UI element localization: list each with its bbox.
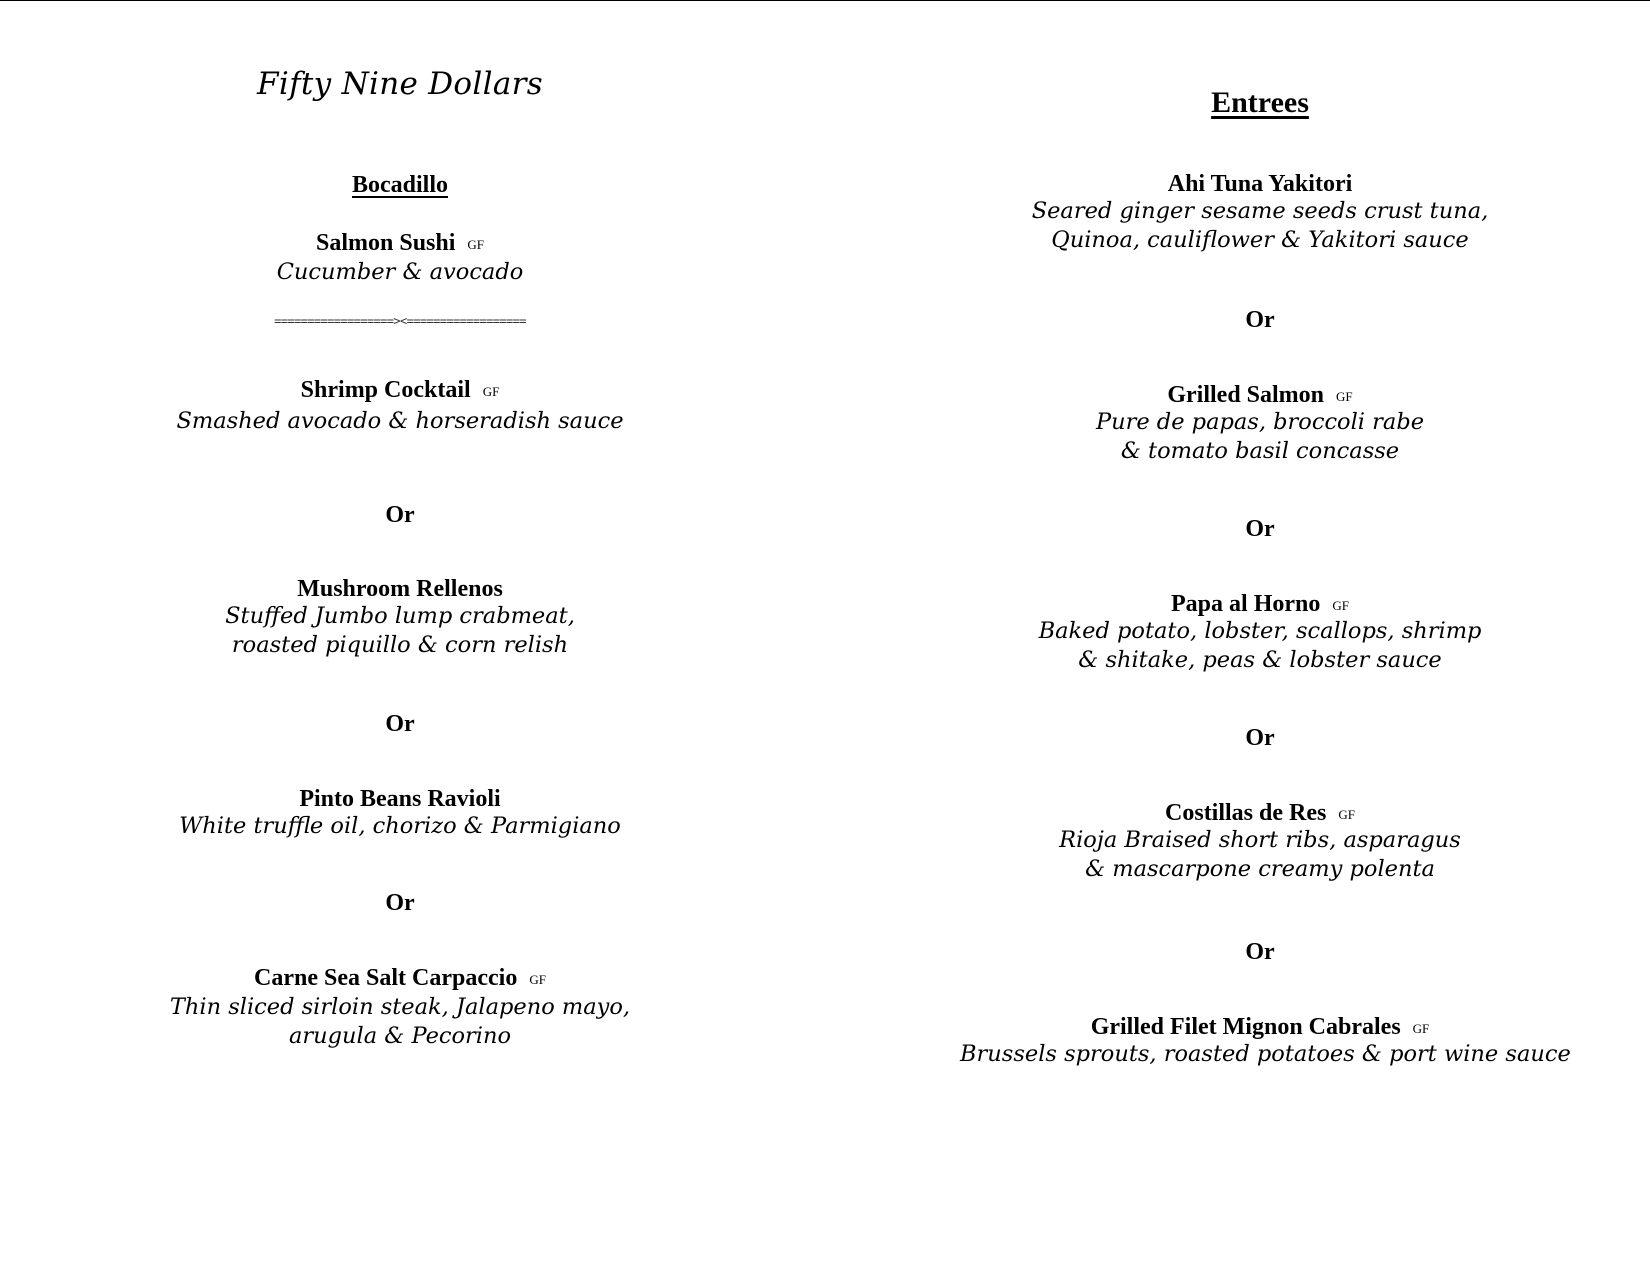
or-separator: Or (385, 890, 415, 916)
dish-description-line: & tomato basil concasse (1120, 438, 1400, 464)
dish-name-text: Salmon Sushi (315, 230, 456, 256)
dish-name (960, 800, 1560, 827)
dish-description-line: Stuffed Jumbo lump crabmeat, (225, 603, 575, 629)
or-separator: Or (385, 502, 415, 528)
dish-description-line: Brussels sprouts, roasted potatoes & port wine sauce (960, 1041, 1571, 1067)
dish-description: Cucumber & avocado (276, 259, 524, 285)
or-separator: Or (1245, 939, 1275, 965)
right-menu-column (960, 0, 1571, 1275)
menu-item (120, 965, 680, 1052)
dish-description-line: Quinoa, cauliflower & Yakitori sauce (1051, 227, 1469, 253)
dish-description-line: Thin sliced sirloin steak, Jalapeno mayo, (169, 994, 631, 1020)
gluten-free-badge: GF (1338, 807, 1355, 822)
menu-item (960, 1014, 1571, 1070)
dish-name (120, 230, 680, 257)
section-title-bocadillo: Bocadillo (351, 172, 448, 198)
dish-name (960, 382, 1560, 409)
gluten-free-badge: GF (1412, 1021, 1430, 1036)
dish-name-text: Shrimp Cocktail (300, 377, 471, 403)
dish-name-text: Mushroom Rellenos (297, 576, 503, 602)
dish-name (120, 576, 680, 603)
menu-item (960, 171, 1560, 256)
dish-name (120, 965, 680, 992)
starter-item (120, 230, 680, 288)
dish-description-line: arugula & Pecorino (288, 1023, 512, 1049)
dish-name (120, 786, 680, 813)
dish-description-line: White truffle oil, chorizo & Parmigiano (179, 813, 621, 839)
dish-description-line: Seared ginger sesame seeds crust tuna, (1031, 198, 1489, 224)
menu-item (120, 576, 680, 661)
section-title-entrees: Entrees (1211, 86, 1309, 119)
menu-item (120, 377, 680, 437)
gluten-free-badge: GF (1336, 389, 1353, 404)
menu-item (960, 382, 1560, 467)
dish-name (120, 377, 680, 404)
gluten-free-badge: GF (467, 237, 485, 252)
dish-name (960, 171, 1560, 198)
menu-item (120, 786, 680, 842)
dish-name-text: Costillas de Res (1165, 800, 1327, 826)
gluten-free-badge: GF (482, 384, 500, 399)
dish-description-line: Smashed avocado & horseradish sauce (176, 408, 624, 434)
dish-name (960, 1014, 1560, 1041)
menu-item (960, 800, 1560, 885)
or-separator: Or (1245, 307, 1275, 333)
dish-name (960, 591, 1560, 618)
dish-name-text: Pinto Beans Ravioli (299, 786, 501, 812)
or-separator: Or (1245, 516, 1275, 542)
dish-description-line: Baked potato, lobster, scallops, shrimp (1038, 618, 1482, 644)
dish-description-line: & mascarpone creamy polenta (1085, 856, 1435, 882)
gluten-free-badge: GF (529, 972, 546, 987)
dish-name-text: Papa al Horno (1171, 591, 1321, 617)
menu-item (960, 591, 1560, 676)
or-separator: Or (1245, 725, 1275, 751)
price-title: Fifty Nine Dollars (257, 66, 543, 102)
dish-description-line: & shitake, peas & lobster sauce (1078, 647, 1442, 673)
gluten-free-badge: GF (1332, 598, 1349, 613)
dish-description-line: Rioja Braised short ribs, asparagus (1059, 827, 1461, 853)
dish-description-line: roasted piquillo & corn relish (231, 632, 569, 658)
dish-name-text: Grilled Salmon (1167, 382, 1325, 408)
dish-name-text: Carne Sea Salt Carpaccio (254, 965, 518, 991)
section-divider: ==================><================== (274, 314, 526, 328)
dish-name-text: Ahi Tuna Yakitori (1167, 171, 1353, 197)
dish-name-text: Grilled Filet Mignon Cabrales (1090, 1014, 1401, 1040)
dish-description-line: Pure de papas, broccoli rabe (1095, 409, 1425, 435)
or-separator: Or (385, 711, 415, 737)
left-menu-column (120, 0, 680, 1275)
